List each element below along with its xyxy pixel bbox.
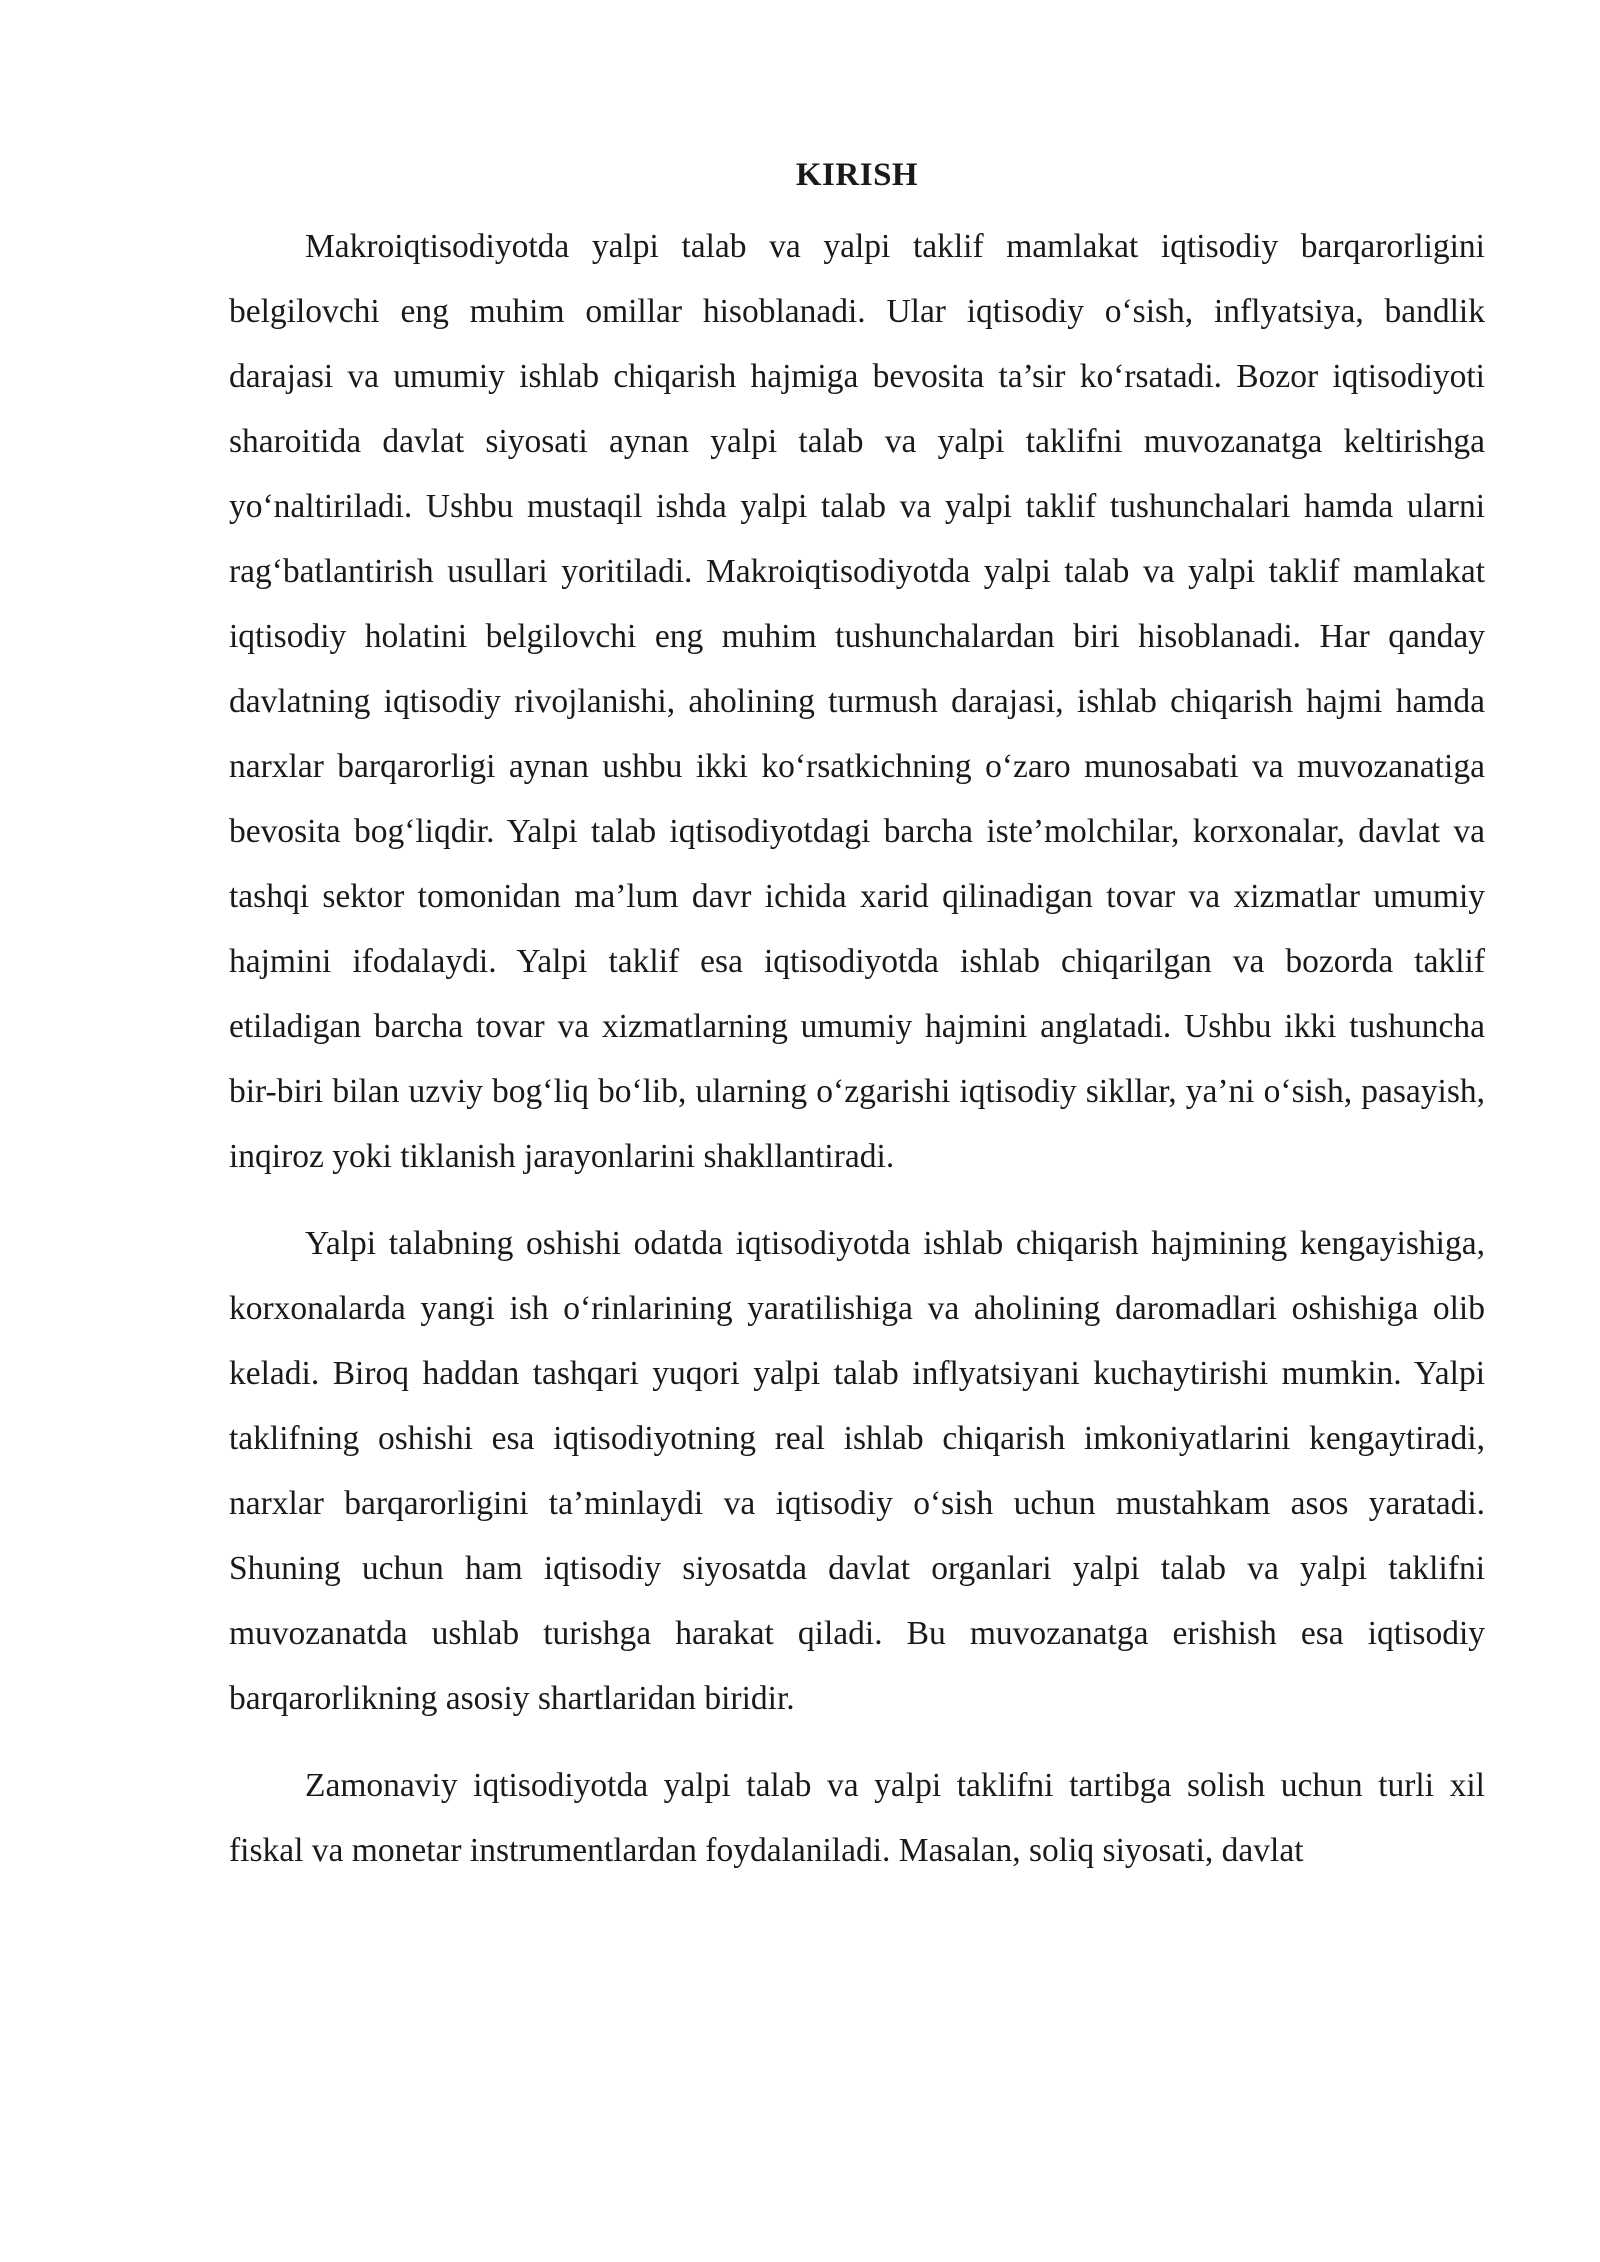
section-heading: KIRISH [795,157,919,193]
paragraph-3: Zamonaviy iqtisodiyotda yalpi talab va yalpi taklifni tartibga solish uchun turli xil fiskal va monetar instrumentlardan foydalaniladi. Masalan, soliq siyosati, davlat [229,1767,1485,1869]
paragraph-2: Yalpi talabning oshishi odatda iqtisodiyotda ishlab chiqarish hajmining kengayishiga, korxonalarda yangi ish o‘rinlarining yaratilishiga va aholining daromadlari oshishiga olib keladi. Biroq haddan tashqari yuqori yalpi talab inflyatsiyani kuchaytirishi mumkin. Yalpi taklifning oshishi esa iqtisodiyotning real ishlab chiqarish imkoniyatlarini kengaytiradi, narxlar barqarorligini ta’minlaydi va iqtisodiy o‘sish uchun mustahkam asos yaratadi. Shuning uchun ham iqtisodiy siyosatda davlat organlari yalpi talab va yalpi taklifni muvozanatda ushlab turishga harakat qiladi. Bu muvozanatga erishish esa iqtisodiy barqarorlikning asosiy shartlaridan biridir. [229,1225,1485,1717]
paragraph-1: Makroiqtisodiyotda yalpi talab va yalpi taklif mamlakat iqtisodiy barqarorligini belgilovchi eng muhim omillar hisoblanadi. Ular iqtisodiy o‘sish, inflyatsiya, bandlik darajasi va umumiy ishlab chiqarish hajmiga bevosita ta’sir ko‘rsatadi. Bozor iqtisodiyoti sharoitida davlat siyosati aynan yalpi talab va yalpi taklifni muvozanatga keltirishga yo‘naltiriladi. Ushbu mustaqil ishda yalpi talab va yalpi taklif tushunchalari hamda ularni rag‘batlantirish usullari yoritiladi. Makroiqtisodiyotda yalpi talab va yalpi taklif mamlakat iqtisodiy holatini belgilovchi eng muhim tushunchalardan biri hisoblanadi. Har qanday davlatning iqtisodiy rivojlanishi, aholining turmush darajasi, ishlab chiqarish hajmi hamda narxlar barqarorligi aynan ushbu ikki ko‘rsatkichning o‘zaro munosabati va muvozanatiga bevosita bog‘liqdir. Yalpi talab iqtisodiyotdagi barcha iste’molchilar, korxonalar, davlat va tashqi sektor tomonidan ma’lum davr ichida xarid qilinadigan tovar va xizmatlar umumiy hajmini ifodalaydi. Yalpi taklif esa iqtisodiyotda ishlab chiqarilgan va bozorda taklif etiladigan barcha tovar va xizmatlarning umumiy hajmini anglatadi. Ushbu ikki tushuncha bir-biri bilan uzviy bog‘liq bo‘lib, ularning o‘zgarishi iqtisodiy sikllar, ya’ni o‘sish, pasayish, inqiroz yoki tiklanish jarayonlarini shakllantiradi. [229,228,1485,1175]
page-content [229,148,1485,1905]
